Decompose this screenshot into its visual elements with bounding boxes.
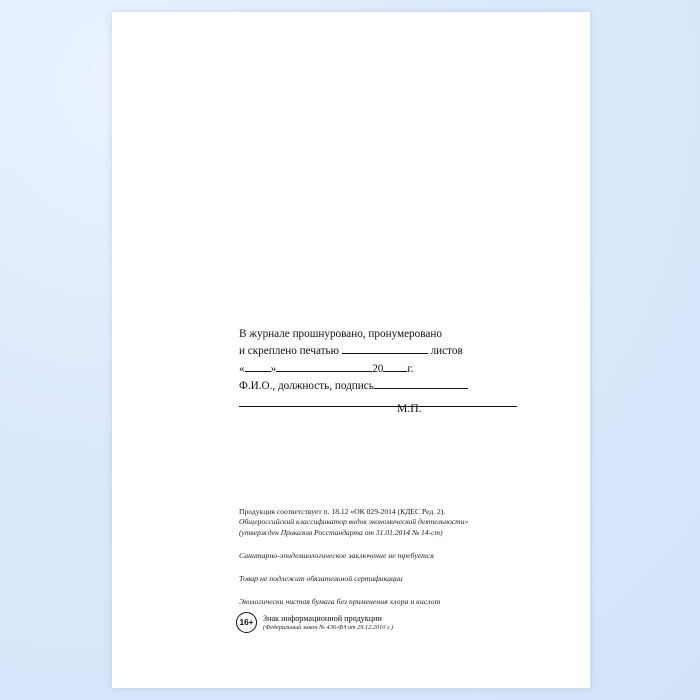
seal-line-2-suffix: листов: [430, 345, 463, 358]
seal-line-1-text: В журнале прошнуровано, пронумеровано: [239, 328, 442, 340]
age-rating-icon: 16+: [236, 612, 257, 633]
date-quote-open: «: [239, 362, 245, 375]
day-blank[interactable]: [245, 360, 271, 372]
info-mark-title: Знак информационной продукции: [263, 613, 382, 623]
month-blank[interactable]: [276, 360, 372, 372]
stamp-place-label: М.П.: [397, 402, 422, 415]
signature-blank[interactable]: [374, 377, 468, 389]
sheets-count-blank[interactable]: [342, 342, 428, 354]
year-suffix: г.: [407, 362, 414, 375]
signature-label: Ф.И.О., должность, подпись: [239, 380, 374, 393]
seal-line-2: [239, 342, 539, 359]
info-mark-subtitle: (Федеральный закон № 436-ФЗ от 29.12.2010 г.): [263, 623, 394, 631]
info-product-mark: [236, 612, 393, 633]
footnote-okved-line-3: (утвержден Приказом Росстандарта от 31.01.2014 № 14-ст): [239, 527, 443, 537]
footnote-group-okved: [239, 507, 549, 538]
year-blank[interactable]: [383, 360, 407, 372]
document-page: [112, 12, 590, 688]
date-quote-close: »: [270, 362, 277, 375]
seal-line-2-prefix: и скреплено печатью: [239, 345, 339, 358]
footnote-certification: Товар не подлежит обязательной сертификации: [239, 574, 403, 584]
seal-line-1: [239, 327, 539, 342]
signature-rule: [239, 397, 517, 407]
seal-line-4: [239, 377, 539, 394]
footnote-eco-paper: Экологически чистая бумага без применения хлора и кислот: [239, 597, 441, 607]
year-prefix: 20: [372, 362, 384, 375]
seal-certification-block: [239, 327, 539, 407]
footnote-okved-line-1: Продукция соответствует п. 18.12 «ОК 029-2014 (КДЕС Ред. 2).: [239, 507, 446, 516]
footnote-okved-line-2: Общероссийский классификатор видов экономической деятельности»: [239, 517, 469, 527]
info-mark-text: [263, 614, 393, 632]
footnote-sanitary: Санитарно-эпидемиологическое заключение не требуется: [239, 551, 434, 561]
footnotes-block: [239, 507, 549, 607]
seal-line-3: [239, 360, 539, 377]
